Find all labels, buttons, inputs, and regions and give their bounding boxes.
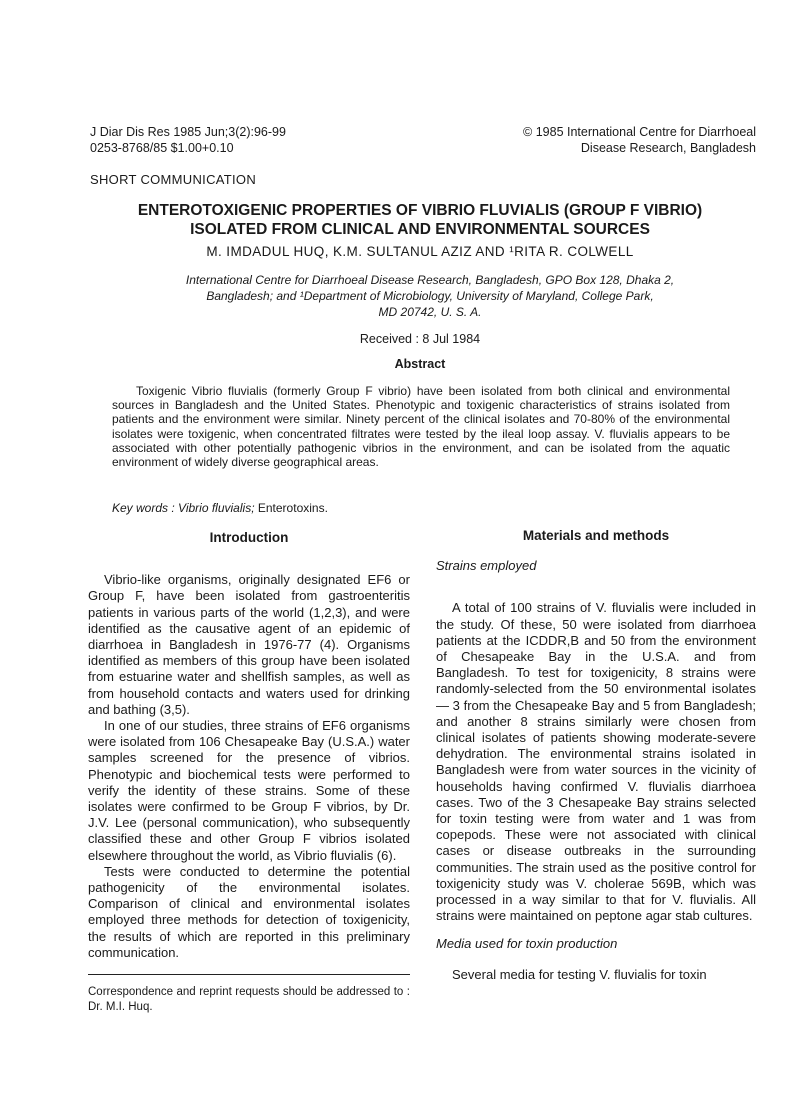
intro-paragraph-1: Vibrio-like organisms, originally designated EF6 or Group F, have been isolated from gastroenteritis patients in various parts of the world (1,2,3), and were identified as the causative agent of an epidemic of diarrhoea in Bangladesh in 1976-77 (4). Organisms identified as members of this group have been isolated from estuarine water and shellfish samples, as well as from household contacts and waters used for drinking and bathing (3,5). [88,572,410,717]
journal-citation [90,124,286,156]
issn-line: 0253-8768/85 $1.00+0.10 [90,141,234,155]
intro-paragraph-2: In one of our studies, three strains of EF6 organisms were isolated from 106 Chesapeake Bay (U.S.A.) water samples screened for the presence of vibrios. Phenotypic and biochemical tests were performed to verify the identity of these strains. Some of these isolates were confirmed to be Group F vibrios, by Dr. J.V. Lee (personal communication), who subsequently classified these and other Group F vibrios isolated elsewhere throughout the world, as Vibrio fluvialis (6). [88,718,410,863]
intro-paragraph-3: Tests were conducted to determine the potential pathogenicity of the environmental isolates. Comparison of clinical and environmental isolates employed three methods for detection of toxigenicity, the results of which are reported in this preliminary communication. [88,863,410,960]
paper-title [80,201,760,239]
abstract-text: Toxigenic Vibrio fluvialis (formerly Group F vibrio) have been isolated from both clinical and environmental sources in Bangladesh and the United States. Phenotypic and toxigenic characteristics of strains isolated from patients and the environment were similar. Ninety percent of the clinical isolates and 70-80% of the environmental isolates were toxigenic, when concentrated filtrates were tested by the ileal loop assay. V. fluvialis appears to be associated with other potentially pathogenic vibrios in the environment, and can be isolated from the aquatic environment of widely diverse geographical areas. [112,384,730,470]
abstract-heading: Abstract [394,357,446,371]
methods-heading: Materials and methods [522,528,670,543]
right-column [436,528,756,983]
copyright-notice [523,124,756,156]
correspondence-note: Correspondence and reprint requests should be addressed to : Dr. M.I. Huq. [88,986,410,1013]
footnote-divider [88,974,410,975]
copyright-line-2: Disease Research, Bangladesh [580,141,756,155]
title-line-1: ENTEROTOXIGENIC PROPERTIES OF VIBRIO FLUVIALIS (GROUP F VIBRIO) [137,202,703,219]
keywords-label: Key words : [112,501,175,515]
methods-paragraph-1: A total of 100 strains of V. fluvialis were included in the study. Of these, 50 were isolated from diarrhoea patients at the ICDDR,B and 50 from the environment of Chesapeake Bay in the U.S.A. and from Bangladesh. To test for toxigenicity, 8 strains were randomly-selected from the 50 environmental isolates — 3 from the Chesapeake Bay and 5 from Bangladesh; and another 8 strains similarly were chosen from clinical isolates of patients showing moderate-severe dehydration. The environmental strains isolated in Bangladesh were from water sources in the vicinity of households having confirmed V. fluvialis diarrhoea cases. Two of the 3 Chesapeake Bay strains selected for toxin testing were from water and 1 was from copepods. These were not associated with clinical cases or disease outbreaks in the surrounding communities. The strain used as the positive control for toxigenicity study was V. cholerae 569B, which was processed in a way similar to that for V. fluvialis. All strains were maintained on peptone agar stab cultures. [436,600,756,924]
strains-subheading: Strains employed [436,558,537,574]
affiliation [120,272,740,320]
media-subheading: Media used for toxin production [436,936,618,952]
affiliation-line-1: International Centre for Diarrhoeal Disease Research, Bangladesh, GPO Box 128, Dhaka 2, [185,273,675,287]
article-type: SHORT COMMUNICATION [90,172,257,187]
keywords [112,501,328,515]
title-line-2: ISOLATED FROM CLINICAL AND ENVIRONMENTAL SOURCES [190,221,650,238]
received-date: Received : 8 Jul 1984 [359,332,481,346]
keyword-enterotoxins: Enterotoxins. [257,501,328,515]
copyright-line: © 1985 International Centre for Diarrhoeal [523,125,756,139]
affiliation-line-2: Bangladesh; and ¹Department of Microbiology, University of Maryland, College Park, [206,289,654,303]
introduction-heading: Introduction [209,530,289,545]
affiliation-line-3: MD 20742, U. S. A. [378,305,482,319]
keyword-organism: Vibrio fluvialis; [178,501,255,515]
methods-paragraph-2: Several media for testing V. fluvialis for toxin [452,966,707,982]
left-column [88,530,410,1014]
journal-line: J Diar Dis Res 1985 Jun;3(2):96-99 [90,125,286,139]
author-list: M. IMDADUL HUQ, K.M. SULTANUL AZIZ AND ¹RITA R. COLWELL [206,244,634,259]
